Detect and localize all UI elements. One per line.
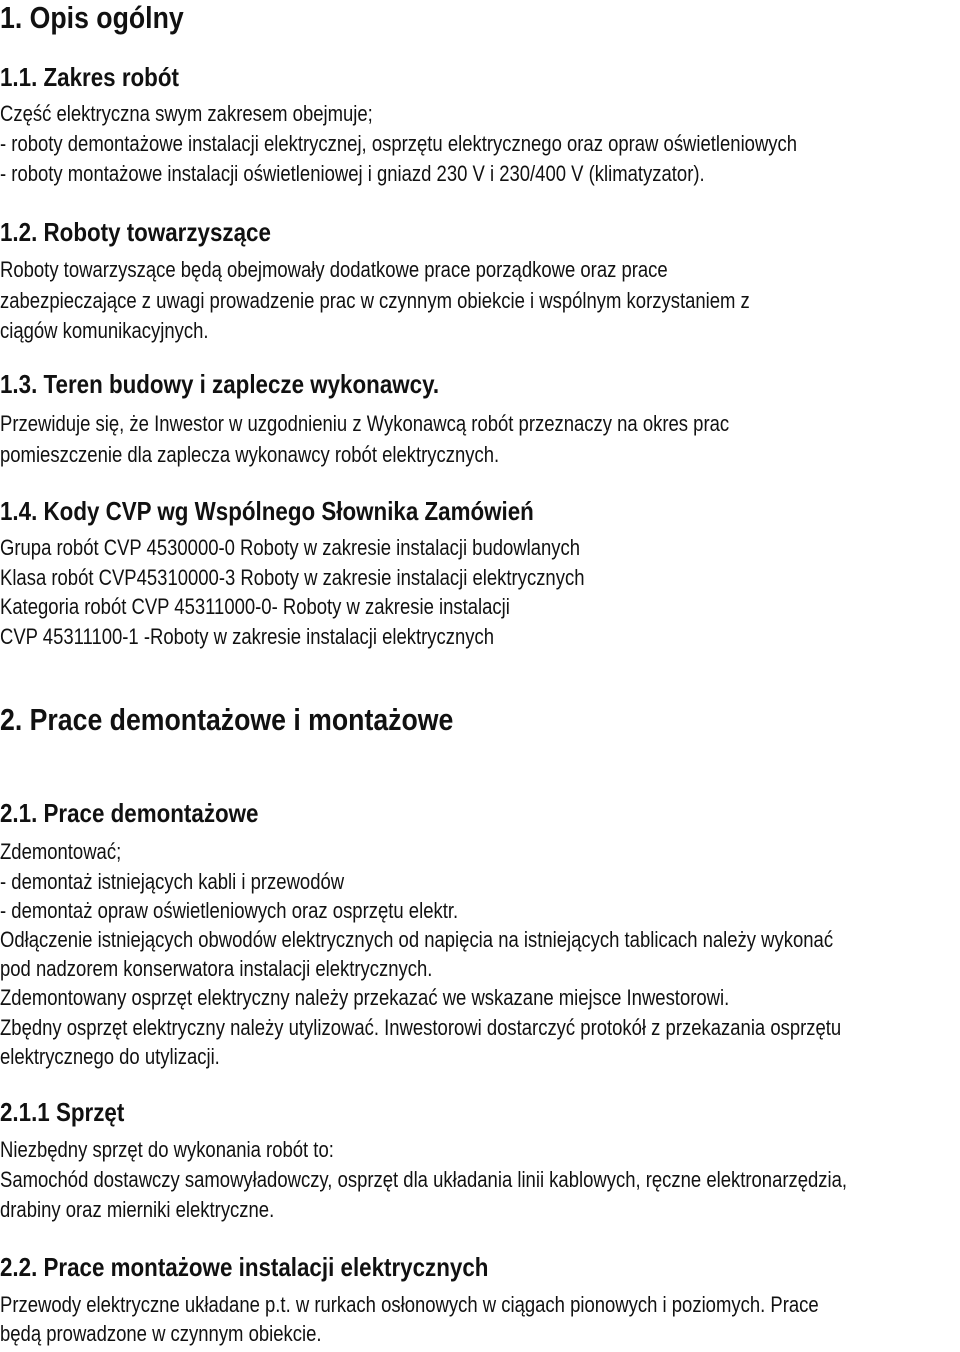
paragraph-line: drabiny oraz mierniki elektryczne. [0,1197,275,1222]
heading-kody-cvp: 1.4. Kody CVP wg Wspólnego Słownika Zamówień [0,496,534,526]
paragraph-line: ciągów komunikacyjnych. [0,318,209,343]
paragraph-line: elektrycznego do utylizacji. [0,1044,220,1069]
paragraph-line: Roboty towarzyszące będą obejmowały dodatkowe prace porządkowe oraz prace [0,257,668,282]
paragraph-line: Przewiduje się, że Inwestor w uzgodnieniu z Wykonawcą robót przeznaczy na okres prac [0,411,730,436]
paragraph-line: zabezpieczające z uwagi prowadzenie prac w czynnym obiekcie i wspólnym korzystaniem z [0,288,750,313]
paragraph-line: CVP 45311100-1 -Roboty w zakresie instalacji elektrycznych [0,624,495,649]
paragraph-line: Klasa robót CVP45310000-3 Roboty w zakresie instalacji elektrycznych [0,565,585,590]
paragraph-line: - roboty demontażowe instalacji elektrycznej, osprzętu elektrycznego oraz opraw oświetleniowych [0,131,798,156]
paragraph-line: Grupa robót CVP 4530000-0 Roboty w zakresie instalacji budowlanych [0,535,581,560]
heading-zakres-robot: 1.1. Zakres robót [0,62,179,92]
paragraph-line: Zdemontować; [0,839,122,864]
heading-prace-montazowe-instalacji: 2.2. Prace montażowe instalacji elektrycznych [0,1252,489,1282]
paragraph-line: Samochód dostawczy samowyładowczy, osprzęt dla układania linii kablowych, ręczne elektronarzędzia, [0,1167,848,1192]
paragraph-line: Przewody elektryczne układane p.t. w rurkach osłonowych w ciągach pionowych i poziomych. Prace [0,1292,819,1317]
paragraph-line: Odłączenie istniejących obwodów elektrycznych od napięcia na istniejących tablicach należy wykonać [0,927,834,952]
heading-prace-demontazowe: 2.1. Prace demontażowe [0,798,259,828]
paragraph-line: Część elektryczna swym zakresem obejmuje; [0,101,373,126]
paragraph-line: będą prowadzone w czynnym obiekcie. [0,1321,322,1346]
paragraph-line: - demontaż istniejących kabli i przewodów [0,869,345,894]
heading-teren-budowy: 1.3. Teren budowy i zaplecze wykonawcy. [0,369,440,399]
paragraph-line: - roboty montażowe instalacji oświetleniowej i gniazd 230 V i 230/400 V (klimatyzator). [0,161,705,186]
heading-sprzet: 2.1.1 Sprzęt [0,1097,125,1127]
paragraph-line: pomieszczenie dla zaplecza wykonawcy robót elektrycznych. [0,442,500,467]
paragraph-line: - demontaż opraw oświetleniowych oraz osprzętu elektr. [0,898,459,923]
heading-roboty-towarzyszace: 1.2. Roboty towarzyszące [0,217,271,247]
paragraph-line: pod nadzorem konserwatora instalacji elektrycznych. [0,956,433,981]
paragraph-line: Zdemontowany osprzęt elektryczny należy przekazać we wskazane miejsce Inwestorowi. [0,985,730,1010]
heading-prace-demontazowe-i-montazowe: 2. Prace demontażowe i montażowe [0,702,454,737]
paragraph-line: Niezbędny sprzęt do wykonania robót to: [0,1137,334,1162]
paragraph-line: Kategoria robót CVP 45311000-0- Roboty w zakresie instalacji [0,594,510,619]
heading-opis-ogolny: 1. Opis ogólny [0,0,184,35]
paragraph-line: Zbędny osprzęt elektryczny należy utylizować. Inwestorowi dostarczyć protokół z przekazania osprzętu [0,1015,842,1040]
